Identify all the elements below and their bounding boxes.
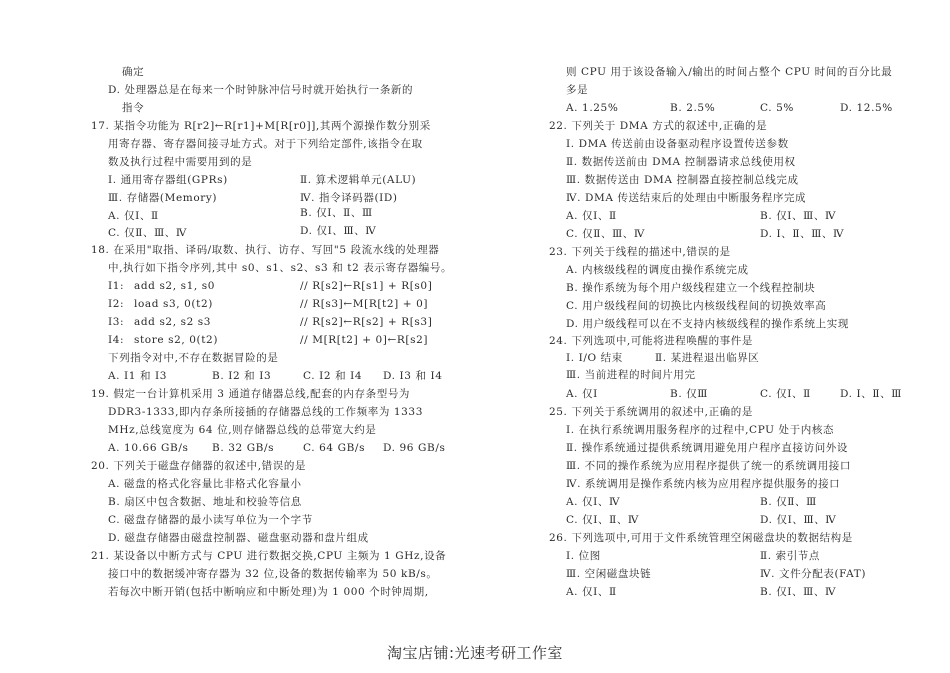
q18-code-instr: add s2, s2 s3 bbox=[134, 316, 212, 328]
q25-option-b: B. 仅Ⅱ、Ⅲ bbox=[760, 496, 817, 508]
q25-option-c: C. 仅Ⅰ、Ⅱ、Ⅳ bbox=[566, 514, 640, 526]
q18-option-a: A. I1 和 I3 bbox=[108, 370, 168, 382]
q17-item: Ⅳ. 指令译码器(ID) bbox=[300, 192, 398, 204]
q17-stem: 数及执行过程中需要用到的是 bbox=[108, 156, 253, 168]
q25-item: Ⅱ. 操作系统通过提供系统调用避免用户程序直接访问外设 bbox=[566, 442, 849, 454]
q24-option-c: C. 仅Ⅰ、Ⅱ bbox=[760, 388, 811, 400]
q21-tail-stem: 则 CPU 用于该设备输入/输出的时间占整个 CPU 时间的百分比最 bbox=[566, 66, 893, 78]
q17-option-c: C. 仅Ⅱ、Ⅲ、Ⅳ bbox=[108, 227, 187, 239]
q18-option-d: D. I3 和 I4 bbox=[383, 370, 443, 382]
q18-option-c: C. I2 和 I4 bbox=[303, 370, 363, 382]
q22-option-c: C. 仅Ⅱ、Ⅲ、Ⅳ bbox=[566, 228, 645, 240]
q24-item: Ⅲ. 当前进程的时间片用完 bbox=[566, 369, 696, 381]
q22-option-d: D. Ⅰ、Ⅱ、Ⅲ、Ⅳ bbox=[760, 228, 845, 240]
q25-item: Ⅲ. 不同的操作系统为应用程序提供了统一的系统调用接口 bbox=[566, 460, 851, 472]
q25-stem: 25. 下列关于系统调用的叙述中,正确的是 bbox=[549, 406, 753, 418]
q22-item: Ⅲ. 数据传送由 DMA 控制器直接控制总线完成 bbox=[566, 174, 799, 186]
q26-option-a: A. 仅Ⅰ、Ⅱ bbox=[566, 586, 617, 598]
q22-item: Ⅱ. 数据传送前由 DMA 控制器请求总线使用权 bbox=[566, 156, 796, 168]
q19-option-a: A. 10.66 GB/s bbox=[108, 442, 189, 454]
q17-option-b: B. 仅Ⅰ、Ⅱ、Ⅲ bbox=[300, 207, 373, 219]
q23-stem: 23. 下列关于线程的描述中,错误的是 bbox=[549, 246, 731, 258]
q20-stem: 20. 下列关于磁盘存储器的叙述中,错误的是 bbox=[91, 460, 307, 472]
q18-code-label: I2: bbox=[108, 298, 125, 310]
q20-option-d: D. 磁盘存储器由磁盘控制器、磁盘驱动器和盘片组成 bbox=[108, 532, 369, 544]
q26-stem: 26. 下列选项中,可用于文件系统管理空闲磁盘块的数据结构是 bbox=[549, 532, 853, 544]
q21-stem: 接口中的数据缓冲寄存器为 32 位,设备的数据传输率为 50 kB/s。 bbox=[108, 568, 438, 580]
q26-item: Ⅱ. 索引节点 bbox=[760, 550, 821, 562]
q18-code-comment: // M[R[t2] + 0]←R[s2] bbox=[300, 334, 429, 346]
q18-code-instr: add s2, s1, s0 bbox=[134, 280, 215, 292]
q19-stem: 19. 假定一台计算机采用 3 通道存储器总线,配套的内存条型号为 bbox=[91, 388, 411, 400]
q18-code-comment: // R[s3]←M[R[t2] + 0] bbox=[300, 298, 429, 310]
q26-item: Ⅰ. 位图 bbox=[566, 550, 601, 562]
q25-option-d: D. 仅Ⅰ、Ⅲ、Ⅳ bbox=[760, 514, 837, 526]
q21-option-d: D. 12.5% bbox=[840, 102, 893, 114]
q20-option-c: C. 磁盘存储器的最小读写单位为一个字节 bbox=[108, 514, 313, 526]
q18-code-comment: // R[s2]←R[s2] + R[s3] bbox=[300, 316, 433, 328]
q21-option-a: A. 1.25% bbox=[566, 102, 619, 114]
q17-stem: 17. 某指令功能为 R[r2]←R[r1]+M[R[r0]],其两个源操作数分别采 bbox=[91, 120, 431, 132]
q22-item: Ⅳ. DMA 传送结束后的处理由中断服务程序完成 bbox=[566, 192, 807, 204]
shop-watermark: 淘宝店铺:光速考研工作室 bbox=[386, 644, 564, 662]
q21-stem: 21. 某设备以中断方式与 CPU 进行数据交换,CPU 主频为 1 GHz,设备 bbox=[91, 550, 447, 562]
q23-option-c: C. 用户级线程间的切换比内核级线程间的切换效率高 bbox=[566, 300, 827, 312]
q21-stem: 若每次中断开销(包括中断响应和中断处理)为 1 000 个时钟周期, bbox=[108, 586, 429, 598]
q24-stem: 24. 下列选项中,可能将进程唤醒的事件是 bbox=[549, 335, 753, 347]
q17-option-a: A. 仅Ⅰ、Ⅱ bbox=[108, 210, 159, 222]
q20-option-b: B. 扇区中包含数据、地址和校验等信息 bbox=[108, 496, 302, 508]
q24-option-b: B. 仅Ⅲ bbox=[670, 388, 709, 400]
q18-option-b: B. I2 和 I3 bbox=[212, 370, 272, 382]
q17-item: Ⅱ. 算术逻辑单元(ALU) bbox=[300, 174, 417, 186]
q25-item: Ⅰ. 在执行系统调用服务程序的过程中,CPU 处于内核态 bbox=[566, 424, 835, 436]
q23-option-d: D. 用户级线程可以在不支持内核级线程的操作系统上实现 bbox=[566, 318, 849, 330]
q24-option-d: D. Ⅰ、Ⅱ、Ⅲ bbox=[840, 388, 902, 400]
q18-stem: 18. 在采用"取指、译码/取数、执行、访存、写回"5 段流水线的处理器 bbox=[91, 244, 440, 256]
q21-option-b: B. 2.5% bbox=[670, 102, 716, 114]
q16-tail-line: 确定 bbox=[122, 66, 145, 78]
q16-option-d: D. 处理器总是在每来一个时钟脉冲信号时就开始执行一条新的 bbox=[108, 84, 414, 96]
q17-item: Ⅲ. 存储器(Memory) bbox=[108, 192, 218, 204]
q22-option-b: B. 仅Ⅰ、Ⅲ、Ⅳ bbox=[760, 210, 837, 222]
q17-option-d: D. 仅Ⅰ、Ⅲ、Ⅳ bbox=[300, 225, 377, 237]
q19-stem: DDR3-1333,即内存条所接插的存储器总线的工作频率为 1333 bbox=[108, 406, 423, 418]
q26-option-b: B. 仅Ⅰ、Ⅲ、Ⅳ bbox=[760, 586, 837, 598]
q26-item: Ⅳ. 文件分配表(FAT) bbox=[760, 568, 867, 580]
q18-code-instr: store s2, 0(t2) bbox=[134, 334, 219, 346]
q17-stem: 用寄存器、寄存器间接寻址方式。对于下列给定部件,该指令在取 bbox=[108, 138, 423, 150]
q20-option-a: A. 磁盘的格式化容量比非格式化容量小 bbox=[108, 478, 302, 490]
q23-option-b: B. 操作系统为每个用户级线程建立一个线程控制块 bbox=[566, 282, 816, 294]
q17-item: Ⅰ. 通用寄存器组(GPRs) bbox=[108, 174, 228, 186]
q16-tail-line: 指令 bbox=[122, 102, 145, 114]
q19-option-c: C. 64 GB/s bbox=[303, 442, 366, 454]
q18-code-label: I4: bbox=[108, 334, 125, 346]
q18-question: 下列指令对中,不存在数据冒险的是 bbox=[108, 352, 279, 364]
q25-option-a: A. 仅Ⅰ、Ⅳ bbox=[566, 496, 621, 508]
q24-option-a: A. 仅Ⅰ bbox=[566, 388, 598, 400]
q25-item: Ⅳ. 系统调用是操作系统内核为应用程序提供服务的接口 bbox=[566, 478, 841, 490]
q18-code-instr: load s3, 0(t2) bbox=[134, 298, 213, 310]
q21-option-c: C. 5% bbox=[760, 102, 794, 114]
q19-stem: MHz,总线宽度为 64 位,则存储器总线的总带宽大约是 bbox=[108, 424, 377, 436]
q19-option-b: B. 32 GB/s bbox=[212, 442, 275, 454]
q22-item: Ⅰ. DMA 传送前由设备驱动程序设置传送参数 bbox=[566, 138, 789, 150]
q24-item: Ⅰ. I/O 结束 bbox=[566, 352, 623, 364]
q19-option-d: D. 96 GB/s bbox=[383, 442, 446, 454]
q18-code-label: I3: bbox=[108, 316, 125, 328]
q18-code-label: I1: bbox=[108, 280, 125, 292]
q18-stem: 中,执行如下指令序列,其中 s0、s1、s2、s3 和 t2 表示寄存器编号。 bbox=[108, 262, 453, 274]
q18-code-comment: // R[s2]←R[s1] + R[s0] bbox=[300, 280, 433, 292]
q26-item: Ⅲ. 空闲磁盘块链 bbox=[566, 568, 652, 580]
q21-tail-stem: 多是 bbox=[566, 84, 589, 96]
q22-stem: 22. 下列关于 DMA 方式的叙述中,正确的是 bbox=[549, 120, 768, 132]
q22-option-a: A. 仅Ⅰ、Ⅱ bbox=[566, 210, 617, 222]
q23-option-a: A. 内核级线程的调度由操作系统完成 bbox=[566, 264, 749, 276]
q24-item: Ⅱ. 某进程退出临界区 bbox=[655, 352, 760, 364]
